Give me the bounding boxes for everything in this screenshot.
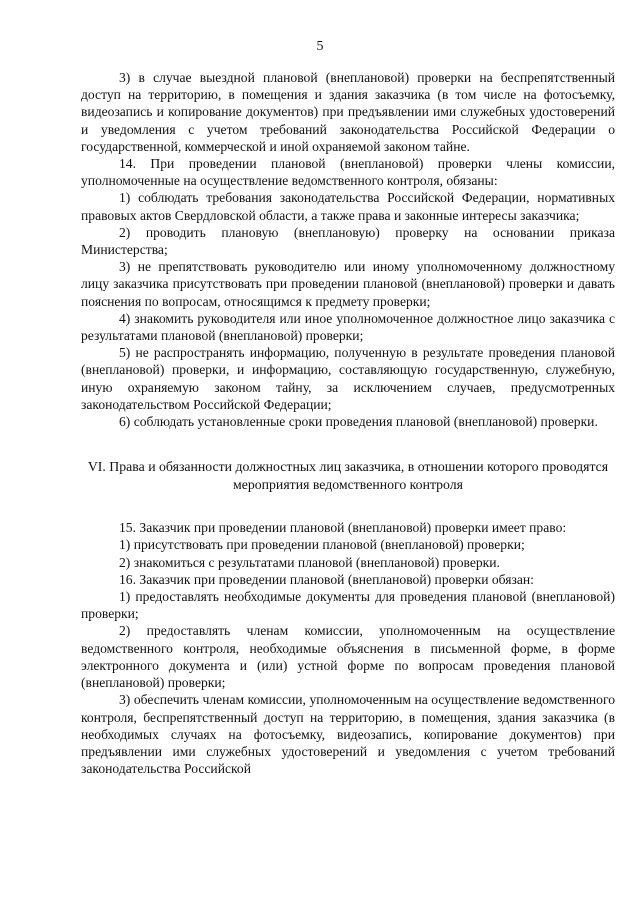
section-heading: VI. Права и обязанности должностных лиц заказчика, в отношении которого проводятся мероприятия ведомственного контроля [87, 459, 609, 492]
paragraph-15-customer-rights: 15. Заказчик при проведении плановой (внеплановой) проверки имеет право: [119, 520, 567, 536]
paragraph-3-access-rights: 3) в случае выездной плановой (внеплановой) проверки на беспрепятственный доступ на территорию, в помещения и здания заказчика (в том числе на фотосъемку, видеозапись и копирование документов) при предъявлении ими служебных удостоверений и уведомления с учетом требований законодательства Российской Федерации о государственной, коммерческой и иной охраняемой законом тайне. [81, 70, 615, 154]
obligation-3-access: 3) обеспечить членам комиссии, уполномоченным на осуществление ведомственного контроля, беспрепятственный доступ на территорию, в помещения, здания заказчика (в необходимых случаях на фотосъемку, видеозапись, копирование документов) при предъявлении ими служебных удостоверений и уведомления с учетом требований законодательства Российской [81, 692, 615, 777]
duty-2-order-basis: 2) проводить плановую (внеплановую) проверку на основании приказа Министерства; [81, 224, 615, 258]
right-2-review-results: 2) знакомиться с результатами плановой (внеплановой) проверки. [119, 554, 500, 570]
duty-3-no-obstruction: 3) не препятствовать руководителю или иному уполномоченному должностному лицу заказчика присутствовать при проведении плановой (внеплановой) проверки и давать пояснения по вопросам, относящимся к предмету проверки; [81, 259, 615, 309]
page-number: 5 [316, 39, 324, 54]
paragraph-14-commission-duties: 14. При проведении плановой (внеплановой) проверки члены комиссии, уполномоченные на осуществление ведомственного контроля, обязаны: [81, 156, 615, 189]
duty-5-confidentiality: 5) не распространять информацию, полученную в результате проведения плановой (внеплановой) проверки, и информацию, составляющую государственную, служебную, иную охраняемую законом тайну, за исключением случаев, предусмотренных законодательством Российской Федерации; [81, 345, 615, 412]
duty-1-comply-laws: 1) соблюдать требования законодательства Российской Федерации, нормативных правовых актов Свердловской области, а также права и законные интересы заказчика; [81, 190, 615, 223]
paragraph-16-customer-obligations: 16. Заказчик при проведении плановой (внеплановой) проверки обязан: [119, 571, 534, 587]
right-1-attend: 1) присутствовать при проведении плановой (внеплановой) проверки; [119, 537, 525, 553]
duty-4-inform-results: 4) знакомить руководителя или иное уполномоченное должностное лицо заказчика с результатами плановой (внеплановой) проверки; [81, 310, 615, 344]
obligation-2-explanations: 2) предоставлять членам комиссии, уполномоченным на осуществление ведомственного контроля, необходимые объяснения в письменной форме, в форме электронного документа и (или) устной форме по вопросам проведения плановой (внеплановой) проверки; [81, 623, 615, 691]
obligation-1-provide-documents: 1) предоставлять необходимые документы для проведения плановой (внеплановой) проверки; [81, 589, 615, 622]
duty-6-deadlines: 6) соблюдать установленные сроки проведения плановой (внеплановой) проверки. [119, 414, 598, 430]
document-body [81, 69, 615, 777]
